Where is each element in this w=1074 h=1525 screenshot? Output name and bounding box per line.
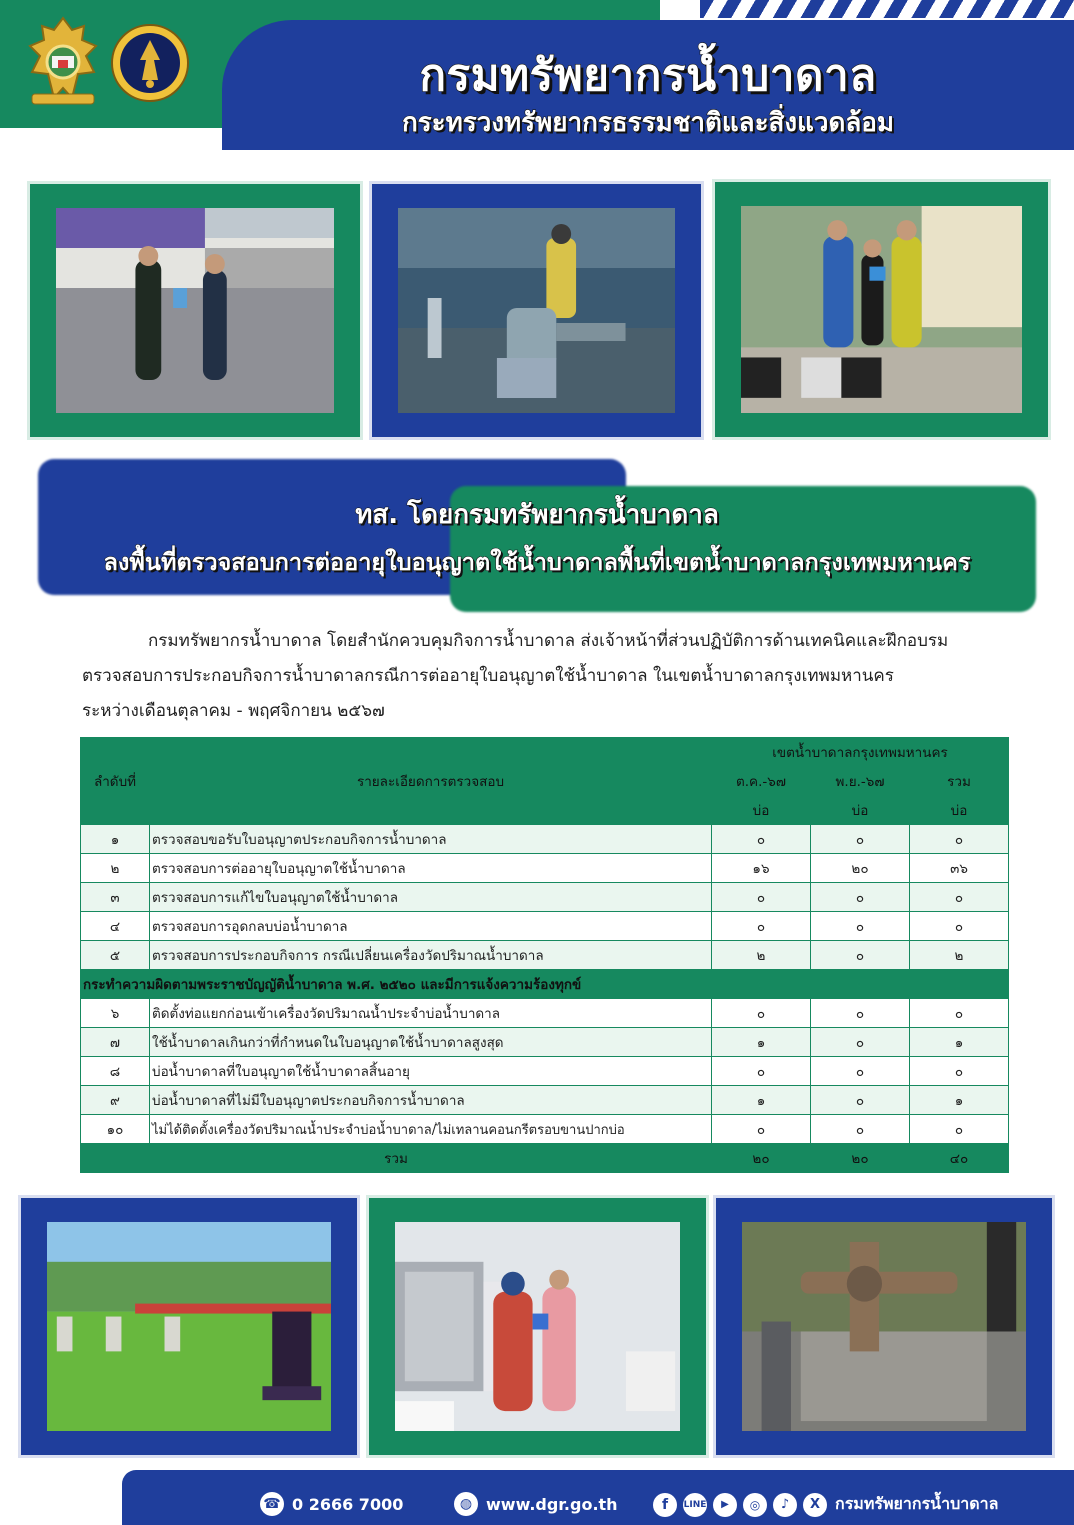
tiktok-icon[interactable]: ♪ [773,1493,797,1517]
row-oct: ๐ [712,999,811,1028]
table-row [81,1115,1009,1144]
unit-label: บ่อ [910,796,1009,825]
row-no: ๙ [81,1086,150,1115]
col-header-oct: ต.ค.-๖๗ [712,767,811,796]
table-row [81,825,1009,854]
total-sum: ๔๐ [910,1144,1009,1173]
row-oct: ๑ [712,1028,811,1057]
footer-website-text: www.dgr.go.th [486,1494,618,1514]
photo-well-field [47,1222,331,1431]
facebook-icon[interactable]: f [653,1493,677,1517]
row-nov: ๐ [811,1086,910,1115]
row-detail: ไม่ได้ติดตั้งเครื่องวัดปริมาณน้ำประจำบ่อน้ำบาดาล/ไม่เทลานคอนกรีตรอบขานปากบ่อ [150,1115,712,1144]
row-detail: ติดตั้งท่อแยกก่อนเข้าเครื่องวัดปริมาณน้ำประจำบ่อน้ำบาดาล [150,999,712,1028]
photo-frame-6 [713,1195,1055,1458]
globe-icon: ◍ [454,1492,478,1516]
table-total-row [81,1144,1009,1173]
row-total: ๓๖ [910,854,1009,883]
photo-frame-1 [27,181,363,440]
row-total: ๐ [910,912,1009,941]
row-detail: ตรวจสอบการต่ออายุใบอนุญาตใช้น้ำบาดาล [150,854,712,883]
row-nov: ๐ [811,825,910,854]
row-nov: ๐ [811,912,910,941]
table-row [81,854,1009,883]
row-no: ๑ [81,825,150,854]
header-stripes [700,0,1074,18]
photo-officials-handover [56,208,334,413]
row-no: ๖ [81,999,150,1028]
row-detail: บ่อน้ำบาดาลที่ใบอนุญาตใช้น้ำบาดาลสิ้นอายุ [150,1057,712,1086]
banner-subtitle: ลงพื้นที่ตรวจสอบการต่ออายุใบอนุญาตใช้น้ำบาดาลพื้นที่เขตน้ำบาดาลกรุงเทพมหานคร [103,548,971,576]
row-nov: ๐ [811,1115,910,1144]
ministry-emblem-icon [22,16,104,108]
photo-well-meter [742,1222,1026,1431]
footer-social-name: กรมทรัพยากรน้ำบาดาล [835,1494,999,1513]
row-detail: บ่อน้ำบาดาลที่ไม่มีใบอนุญาตประกอบกิจการน้ำบาดาล [150,1086,712,1115]
intro-paragraph [82,624,1022,729]
header-title: กรมทรัพยากรน้ำบาดาล [419,50,877,101]
table-row [81,999,1009,1028]
row-nov: ๒๐ [811,854,910,883]
footer-social [653,1492,998,1517]
social-icons [653,1493,827,1517]
row-oct: ๐ [712,883,811,912]
row-detail: ตรวจสอบขอรับใบอนุญาตประกอบกิจการน้ำบาดาล [150,825,712,854]
footer-phone[interactable] [260,1492,403,1516]
table-row [81,883,1009,912]
table-row [81,1057,1009,1086]
banner-title: ทส. โดยกรมทรัพยากรน้ำบาดาล [355,500,719,530]
table-row [81,1086,1009,1115]
col-header-no: ลำดับที่ [81,738,150,825]
footer-phone-text: 0 2666 7000 [292,1494,404,1514]
row-nov: ๐ [811,941,910,970]
row-detail: ใช้น้ำบาดาลเกินกว่าที่กำหนดในใบอนุญาตใช้น้ำบาดาลสูงสุด [150,1028,712,1057]
col-header-total: รวม [910,767,1009,796]
row-nov: ๐ [811,883,910,912]
section-title: กระทำความผิดตามพระราชบัญญัติน้ำบาดาล พ.ศ. ๒๕๒๐ และมีการแจ้งความร้องทุกข์ [81,970,1009,999]
row-oct: ๐ [712,1115,811,1144]
photo-frame-3 [712,179,1051,440]
photo-frame-5 [366,1195,709,1458]
row-no: ๓ [81,883,150,912]
total-label: รวม [81,1144,712,1173]
row-no: ๗ [81,1028,150,1057]
instagram-icon[interactable]: ◎ [743,1493,767,1517]
row-no: ๑๐ [81,1115,150,1144]
row-oct: ๑ [712,1086,811,1115]
table-row [81,1028,1009,1057]
table-section-row [81,970,1009,999]
col-header-zone: เขตน้ำบาดาลกรุงเทพมหานคร [712,738,1009,767]
row-total: ๑ [910,1086,1009,1115]
row-total: ๐ [910,825,1009,854]
row-no: ๘ [81,1057,150,1086]
row-nov: ๐ [811,999,910,1028]
col-header-nov: พ.ย.-๖๗ [811,767,910,796]
footer-bar [122,1470,1074,1525]
photo-document-presentation [741,206,1022,413]
inspection-table [80,737,1009,1173]
total-oct: ๒๐ [712,1144,811,1173]
row-total: ๐ [910,1115,1009,1144]
row-total: ๒ [910,941,1009,970]
intro-line-1: กรมทรัพยากรน้ำบาดาล โดยสำนักควบคุมกิจการน้ำบาดาล ส่งเจ้าหน้าที่ส่วนปฏิบัติการด้านเทคนิคและฝึกอบรม [148,631,949,651]
row-no: ๔ [81,912,150,941]
row-oct: ๐ [712,1057,811,1086]
header-subtitle: กระทรวงทรัพยากรธรรมชาติและสิ่งแวดล้อม [401,108,895,138]
unit-label: บ่อ [811,796,910,825]
row-detail: ตรวจสอบการประกอบกิจการ กรณีเปลี่ยนเครื่องวัดปริมาณน้ำบาดาล [150,941,712,970]
x-icon[interactable]: X [803,1493,827,1517]
photo-well-inspection [398,208,675,413]
youtube-icon[interactable]: ▶ [713,1493,737,1517]
footer-website[interactable] [454,1492,618,1516]
row-no: ๕ [81,941,150,970]
row-nov: ๐ [811,1028,910,1057]
row-detail: ตรวจสอบการแก้ไขใบอนุญาตใช้น้ำบาดาล [150,883,712,912]
row-detail: ตรวจสอบการอุดกลบบ่อน้ำบาดาล [150,912,712,941]
intro-line-3: ระหว่างเดือนตุลาคม - พฤศจิกายน ๒๕๖๗ [82,701,385,721]
table-row [81,941,1009,970]
department-seal-icon [110,20,190,106]
row-no: ๒ [81,854,150,883]
row-total: ๑ [910,1028,1009,1057]
row-total: ๐ [910,1057,1009,1086]
photo-frame-4 [18,1195,360,1458]
total-nov: ๒๐ [811,1144,910,1173]
photo-frame-2 [369,181,704,440]
unit-label: บ่อ [712,796,811,825]
row-oct: ๑๖ [712,854,811,883]
row-nov: ๐ [811,1057,910,1086]
table-row [81,912,1009,941]
row-total: ๐ [910,883,1009,912]
row-total: ๐ [910,999,1009,1028]
intro-line-2: ตรวจสอบการประกอบกิจการน้ำบาดาลกรณีการต่ออายุใบอนุญาตใช้น้ำบาดาล ในเขตน้ำบาดาลกรุงเทพมหานคร [82,666,894,686]
row-oct: ๐ [712,912,811,941]
col-header-detail: รายละเอียดการตรวจสอบ [150,738,712,825]
row-oct: ๐ [712,825,811,854]
line-icon[interactable]: LINE [683,1493,707,1517]
row-oct: ๒ [712,941,811,970]
photo-office-handover [395,1222,680,1431]
phone-icon: ☎ [260,1492,284,1516]
